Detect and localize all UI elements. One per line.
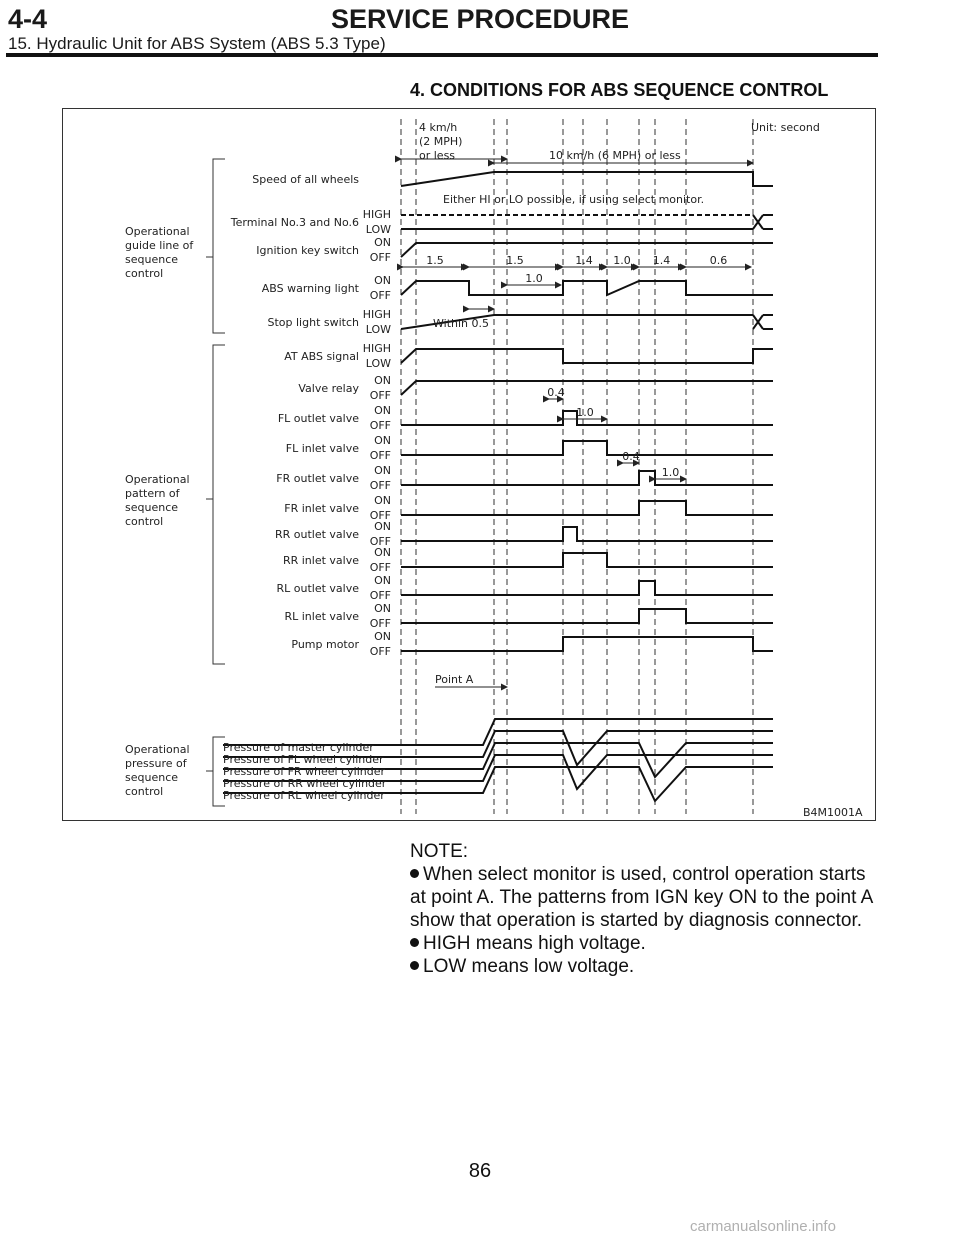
svg-text:Pressure of RL wheel cylinder: Pressure of RL wheel cylinder	[223, 789, 385, 802]
signal-lo-label: OFF	[369, 389, 391, 402]
signal-hi-label: ON	[374, 434, 391, 447]
timing-diagram	[62, 108, 876, 821]
ign-time-label: 1.4	[575, 254, 593, 267]
signal-lo-label: OFF	[369, 645, 391, 658]
header-subtitle: 15. Hydraulic Unit for ABS System (ABS 5.3 Type)	[8, 34, 386, 53]
pressure-labels	[223, 741, 387, 802]
within-label: Within 0.5	[433, 317, 489, 330]
group-label-pattern	[125, 473, 190, 528]
signal-waveform	[401, 527, 773, 541]
signal-label: ABS warning light	[261, 282, 359, 295]
svg-text:pattern of: pattern of	[125, 487, 180, 500]
signal-label: Stop light switch	[267, 316, 359, 329]
fl-on-label: 1.0	[576, 406, 594, 419]
note-block	[410, 840, 880, 978]
header-section-code: 4-4	[8, 4, 48, 34]
note-item: LOW means low voltage.	[410, 955, 880, 978]
signal-label: FR outlet valve	[276, 472, 359, 485]
bullet-icon	[410, 961, 419, 970]
terminal-cross-mark	[753, 215, 773, 229]
svg-text:control: control	[125, 515, 164, 528]
bullet-icon	[410, 869, 419, 878]
signal-lo-label: OFF	[369, 617, 391, 630]
signal-waveform	[401, 441, 773, 455]
unit-label: Unit: second	[751, 121, 820, 134]
bracket-pattern	[206, 345, 225, 664]
section-title: 4. CONDITIONS FOR ABS SEQUENCE CONTROL	[410, 80, 829, 100]
signal-lo-label: LOW	[365, 357, 391, 370]
svg-text:pressure of: pressure of	[125, 757, 187, 770]
signal-waveform	[401, 381, 773, 395]
header-title: SERVICE PROCEDURE	[330, 4, 630, 34]
signal-lo-label: LOW	[365, 223, 391, 236]
signal-waveform	[401, 501, 773, 515]
abs-time-label: 1.0	[525, 272, 543, 285]
signal-label: FL outlet valve	[277, 412, 359, 425]
note-item: When select monitor is used, control operation starts at point A. The patterns from IGN key ON to the point A show that operation is started by diagnosis connector.	[410, 864, 873, 931]
signal-label: Ignition key switch	[256, 244, 359, 257]
signal-hi-label: ON	[374, 274, 391, 287]
speed-low-label-3: or less	[419, 149, 456, 162]
signal-label: RR outlet valve	[274, 528, 359, 541]
signal-lo-label: OFF	[369, 509, 391, 522]
svg-text:Pressure of FL wheel cylinder: Pressure of FL wheel cylinder	[223, 753, 384, 766]
signal-hi-label: ON	[374, 404, 391, 417]
ign-time-label: 1.0	[613, 254, 631, 267]
fl-delay-label: 0.4	[547, 386, 565, 399]
svg-text:sequence: sequence	[125, 253, 179, 266]
signal-waveform	[401, 281, 773, 295]
signal-lo-label: OFF	[369, 561, 391, 574]
svg-text:Operational: Operational	[125, 743, 190, 756]
signal-waveform	[401, 581, 773, 595]
signal-label: Speed of all wheels	[252, 173, 359, 186]
point-a-label: Point A	[435, 673, 474, 686]
svg-text:Operational: Operational	[125, 473, 190, 486]
signal-label: RL inlet valve	[284, 610, 359, 623]
fr-delay-label: 0.4	[622, 450, 640, 463]
signal-lo-label: LOW	[365, 323, 391, 336]
signal-hi-label: ON	[374, 374, 391, 387]
signal-lo-label: OFF	[369, 535, 391, 548]
signal-hi-label: ON	[374, 602, 391, 615]
signal-lo-label: OFF	[369, 589, 391, 602]
svg-text:Pressure of FR wheel cylinder: Pressure of FR wheel cylinder	[223, 765, 386, 778]
signal-lo-label: OFF	[369, 449, 391, 462]
signal-label: FL inlet valve	[285, 442, 359, 455]
bracket-guide	[206, 159, 225, 333]
page-number: 86	[468, 1160, 492, 1182]
group-label-guide	[125, 225, 194, 280]
svg-text:control: control	[125, 267, 164, 280]
signal-hi-label: ON	[374, 630, 391, 643]
signal-hi-label: HIGH	[362, 208, 391, 221]
header-rule	[6, 53, 878, 57]
signal-hi-label: ON	[374, 546, 391, 559]
signal-label: Terminal No.3 and No.6	[230, 216, 359, 229]
signal-hi-label: ON	[374, 574, 391, 587]
svg-text:guide line of: guide line of	[125, 239, 194, 252]
note-heading: NOTE:	[410, 841, 469, 862]
ign-time-label: 1.5	[426, 254, 444, 267]
speed-low-label-2: (2 MPH)	[419, 135, 463, 148]
signal-hi-label: ON	[374, 520, 391, 533]
svg-text:Operational: Operational	[125, 225, 190, 238]
speed-high-label: 10 km/h (6 MPH) or less	[549, 149, 681, 162]
svg-text:sequence: sequence	[125, 771, 179, 784]
signal-waveform	[401, 609, 773, 623]
bullet-icon	[410, 938, 419, 947]
signal-hi-label: HIGH	[362, 308, 391, 321]
svg-text:sequence: sequence	[125, 501, 179, 514]
either-note: Either HI or LO possible, if using select monitor.	[443, 193, 705, 206]
speed-low-label-1: 4 km/h	[419, 121, 458, 134]
svg-text:Pressure of RR wheel cylinder: Pressure of RR wheel cylinder	[223, 777, 387, 790]
signal-waveform	[401, 637, 773, 651]
signal-hi-label: ON	[374, 464, 391, 477]
signal-label: Pump motor	[291, 638, 359, 651]
timing-diagram-svg	[63, 109, 877, 822]
signal-hi-label: HIGH	[362, 342, 391, 355]
svg-text:control: control	[125, 785, 164, 798]
figure-id: B4M1001A	[803, 806, 863, 819]
signal-hi-label: ON	[374, 236, 391, 249]
ign-time-label: 1.4	[652, 254, 671, 267]
fr-on-label: 1.0	[661, 466, 680, 479]
signal-waveform	[401, 553, 773, 567]
watermark: carmanualsonline.info	[690, 1218, 836, 1235]
signal-waveform	[401, 172, 773, 186]
signal-label: RL outlet valve	[276, 582, 359, 595]
signal-label: RR inlet valve	[282, 554, 359, 567]
note-item: HIGH means high voltage.	[410, 932, 880, 955]
signal-hi-label: ON	[374, 494, 391, 507]
ign-time-label: 1.5	[506, 254, 524, 267]
svg-text:Pressure of master cylinder: Pressure of master cylinder	[223, 741, 374, 754]
stop-light-cross-mark	[753, 315, 773, 329]
ign-time-label: 0.6	[709, 254, 728, 267]
group-label-pressure	[125, 743, 190, 798]
signal-lo-label: OFF	[369, 479, 391, 492]
signal-lo-label: OFF	[369, 251, 391, 264]
signal-label: Valve relay	[298, 382, 359, 395]
signal-waveform	[401, 471, 773, 485]
signal-label: AT ABS signal	[284, 350, 359, 363]
signal-lo-label: OFF	[369, 419, 391, 432]
signal-lo-label: OFF	[369, 289, 391, 302]
signal-waveform	[401, 349, 773, 363]
signal-label: FR inlet valve	[284, 502, 359, 515]
